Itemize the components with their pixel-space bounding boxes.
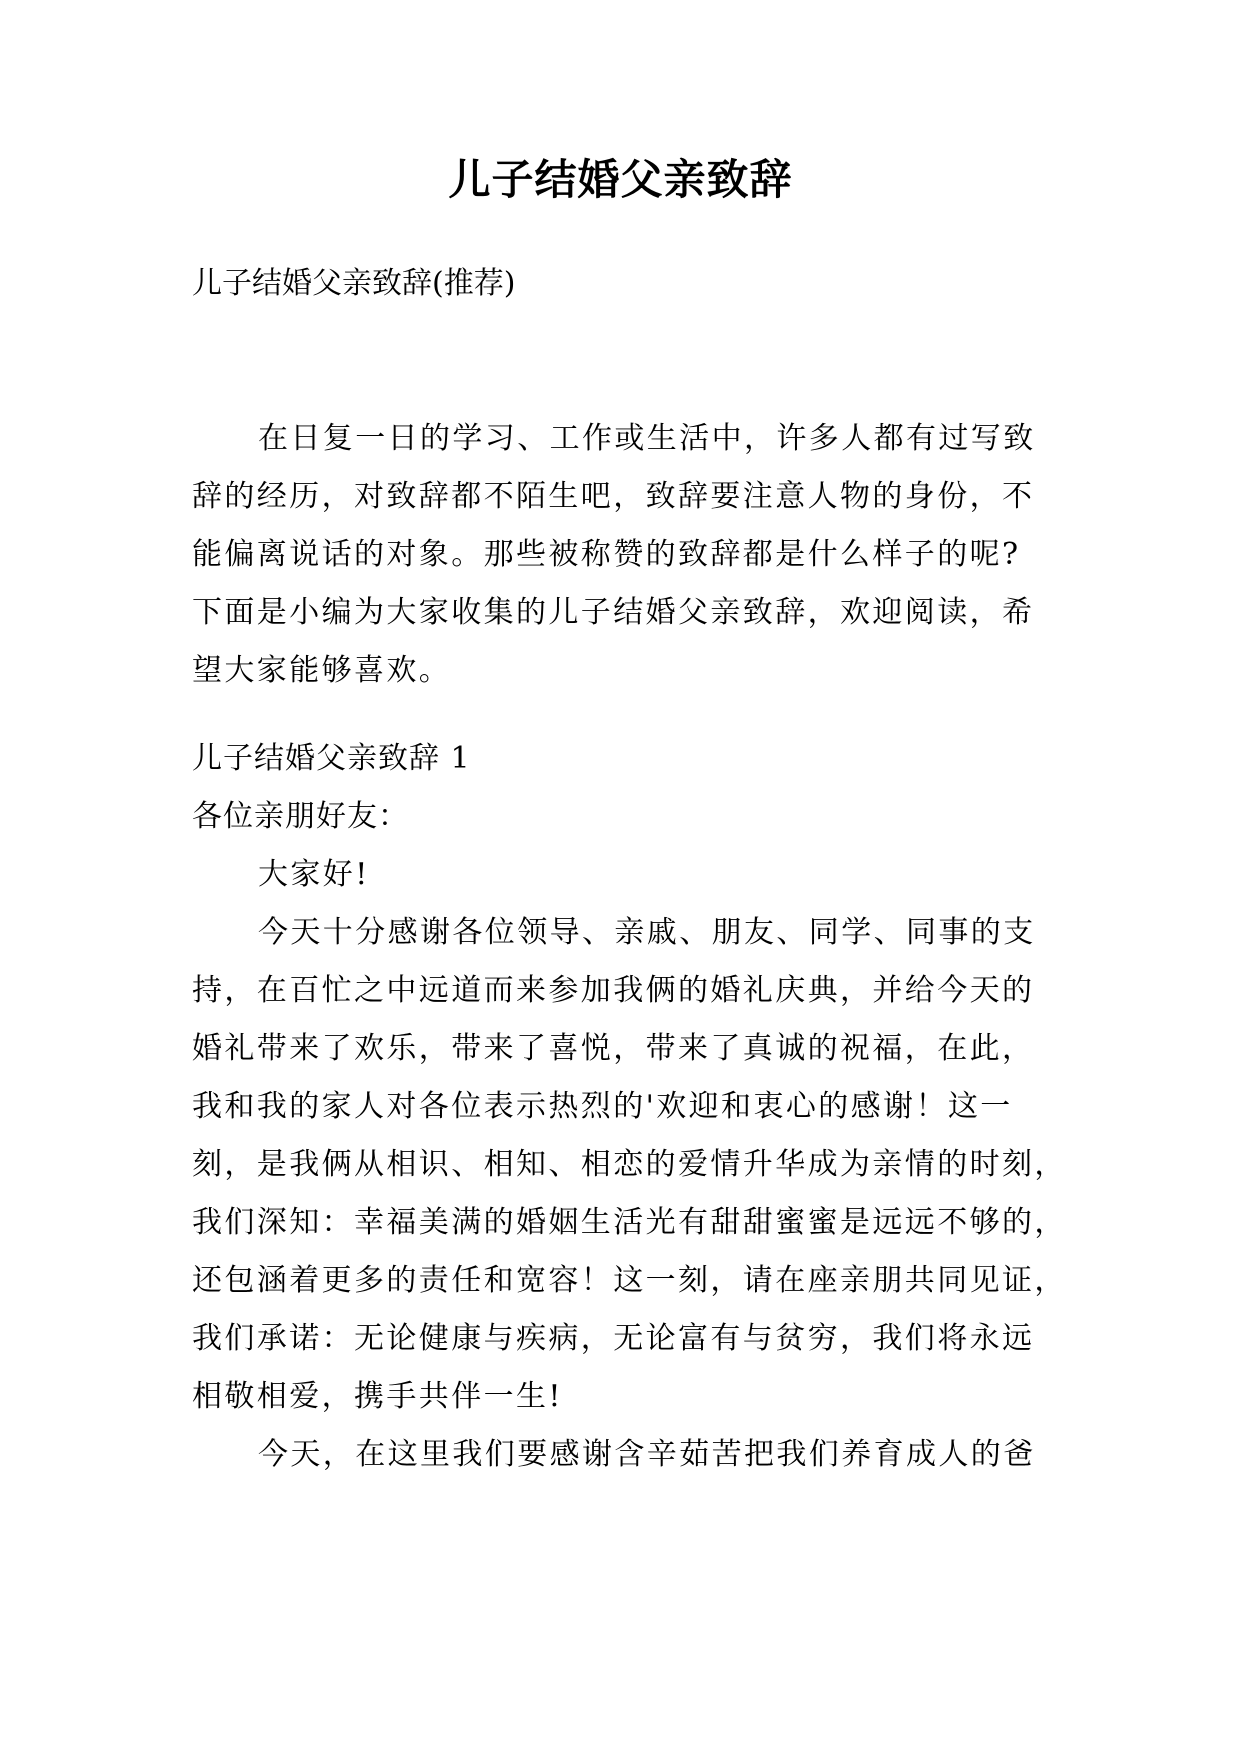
paragraph-line: 今天十分感谢各位领导、亲戚、朋友、同学、同事的支 <box>258 915 1036 950</box>
body-paragraph-2 <box>192 1426 1092 1484</box>
paragraph-line: 持，在百忙之中远道而来参加我俩的婚礼庆典，并给今天的 <box>192 973 1035 1008</box>
paragraph-line: 我们承诺：无论健康与疾病，无论富有与贫穷，我们将永远 <box>192 1321 1035 1356</box>
paragraph-line: 我和我的家人对各位表示热烈的'欢迎和衷心的感谢！这一 <box>192 1089 1013 1124</box>
paragraph-line: 今天，在这里我们要感谢含辛茹苦把我们养育成人的爸 <box>258 1437 1036 1472</box>
document-subtitle: 儿子结婚父亲致辞(推荐) <box>192 266 516 301</box>
greeting: 大家好! <box>258 857 370 892</box>
paragraph-line: 在日复一日的学习、工作或生活中，许多人都有过写致 <box>258 421 1036 456</box>
paragraph-line: 婚礼带来了欢乐，带来了喜悦，带来了真诚的祝福，在此， <box>192 1031 1035 1066</box>
paragraph-line: 能偏离说话的对象。那些被称赞的致辞都是什么样子的呢? <box>192 537 1021 572</box>
body-paragraph-1 <box>192 904 1092 1426</box>
paragraph-line: 相敬相爱，携手共伴一生! <box>192 1379 563 1414</box>
section-heading: 儿子结婚父亲致辞 1 <box>192 741 471 776</box>
paragraph-line: 下面是小编为大家收集的儿子结婚父亲致辞，欢迎阅读，希 <box>192 595 1035 630</box>
paragraph-line: 刻，是我俩从相识、相知、相恋的爱情升华成为亲情的时刻， <box>192 1147 1067 1182</box>
document-title: 儿子结婚父亲致辞 <box>448 155 793 204</box>
paragraph-line: 望大家能够喜欢。 <box>192 653 452 688</box>
intro-paragraph <box>192 410 1092 700</box>
salutation: 各位亲朋好友： <box>192 799 409 834</box>
paragraph-line: 辞的经历，对致辞都不陌生吧，致辞要注意人物的身份，不 <box>192 479 1035 514</box>
paragraph-line: 我们深知：幸福美满的婚姻生活光有甜甜蜜蜜是远远不够的， <box>192 1205 1067 1240</box>
paragraph-line: 还包涵着更多的责任和宽容！这一刻，请在座亲朋共同见证， <box>192 1263 1067 1298</box>
section-1 <box>192 730 1092 904</box>
